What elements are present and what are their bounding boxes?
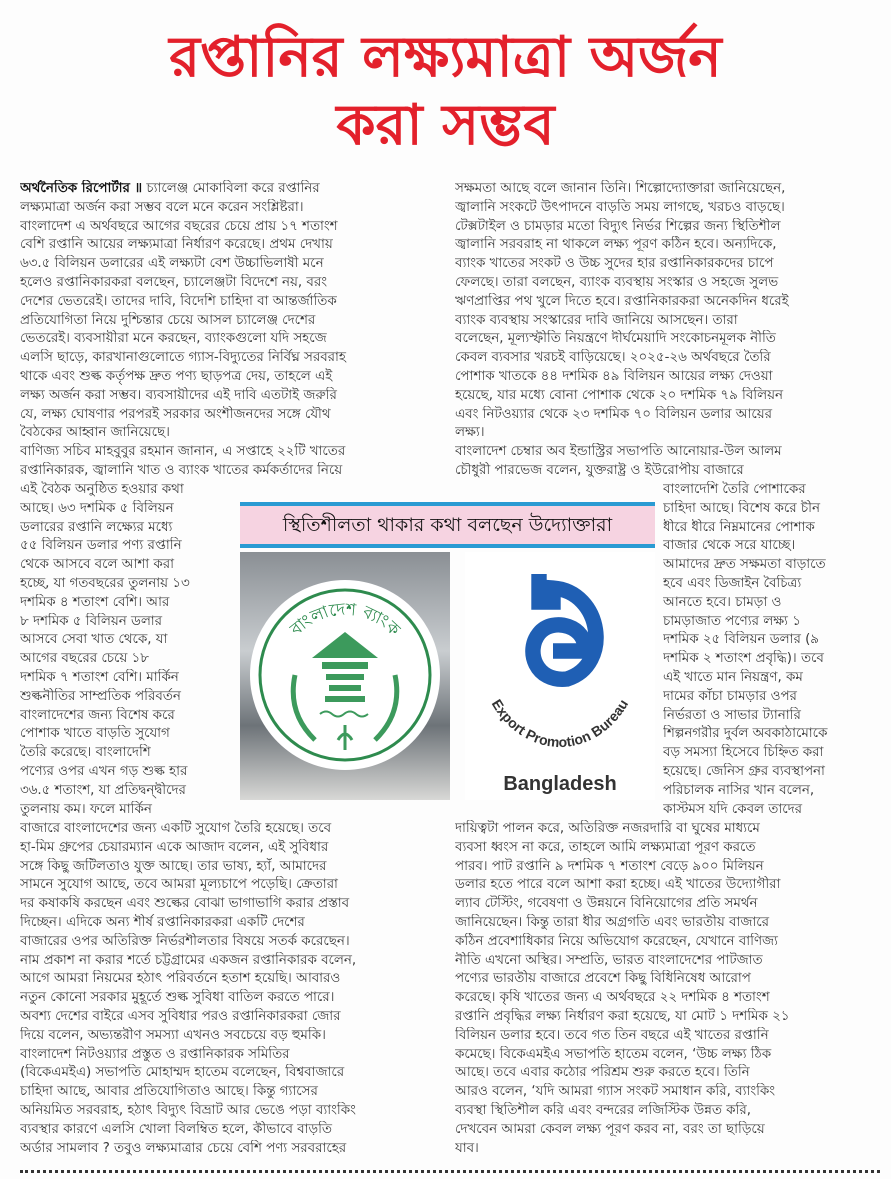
article-line: জ্বালানি সরবরাহ না থাকলে লক্ষ্য পূরণ কঠিন হবে। অন্যদিকে,	[455, 237, 777, 253]
article-line: আছে। তবে এবার কঠোর পরিশ্রম শুরু করতে হবে। তিনি	[455, 1065, 750, 1081]
article-line: দামের কাঁচা চামড়ার ওপর	[663, 688, 797, 704]
article-line: আগের বছরের চেয়ে ১৮	[20, 651, 149, 667]
epb-logo-text	[489, 696, 632, 750]
article-line: থেকে আসবে বলে আশা করা	[20, 557, 175, 573]
epb-logo-subtext: Bangladesh	[503, 773, 617, 795]
article-column-right-bottom	[455, 820, 880, 1158]
article-line: ধীরে ধীরে নিম্নমানের পোশাক	[663, 519, 815, 535]
epb-logo-text-path: Export Promotion Bureau	[488, 696, 632, 751]
article-line: জানিয়েছেন। কিন্তু তারা ধীর অগ্রগতি এবং ভারতীয় বাজারে	[455, 914, 769, 930]
article-line: ফেলছে। তারা বলছেন, ব্যাংক ব্যবস্থায় সংস্কার ও সহজে সুলভ	[455, 274, 779, 290]
article-line: যে, লক্ষ্য ঘোষণার পরপরই সরকার অংশীজনদের সঙ্গে যৌথ	[20, 406, 331, 422]
dotted-divider	[20, 1170, 880, 1173]
article-line: প্রতিযোগিতা নিয়ে দুশ্চিন্তার চেয়ে আসল চ্যালেঞ্জ দেশের	[20, 312, 316, 328]
article-column-left-narrow	[20, 481, 238, 819]
article-line: আগে আমরা নিয়মের হঠাৎ পরিবর্তনে হতাশ হয়েছি। আবারও	[20, 971, 341, 987]
article-line: এই বৈঠক অনুষ্ঠিত হওয়ার কথা	[20, 482, 184, 497]
article-line: রপ্তানি প্রবৃদ্ধির লক্ষ্য নির্ধারণ করা হয়েছে, যা মোট ১ দশমিক ২১	[455, 1008, 790, 1024]
article-line: নির্ভরতা ও সাভার ট্যানারি	[663, 707, 801, 723]
headline-line-2: করা সম্ভব	[336, 93, 555, 158]
article-line: ৮ দশমিক ৫ বিলিয়ন ডলার	[20, 613, 163, 629]
article-line: বাজারের ওপর অতিরিক্ত নির্ভরশীলতার বিষয়ে সতর্ক করেছেন।	[20, 933, 350, 949]
article-line: বাণিজ্য সচিব মাহবুবুর রহমান জানান, এ সপ্তাহে ২২টি খাতের	[20, 444, 346, 460]
article-line: করেছে। কৃষি খাতের জন্য এ অর্থবছরে ২২ দশমিক ৪ শতাংশ	[455, 990, 770, 1006]
article-line: পোশাক খাতে বাড়তি সুযোগ	[20, 726, 170, 742]
article-line: দিচ্ছেন। এদিকে অন্য শীর্ষ রপ্তানিকারকরা একটি দেশের	[20, 914, 305, 930]
article-line: পণ্যের ওপর এখন গড় শুল্ক হার	[20, 763, 188, 779]
article-line: শুল্কনীতির সাম্প্রতিক পরিবর্তন	[20, 688, 181, 704]
article-line: লক্ষ্য অর্জন করা সম্ভব। ব্যবসায়ীদের এই দাবি এতটাই জরুরি	[20, 387, 337, 403]
epb-logo-icon	[465, 552, 655, 800]
article-line: লক্ষ্যমাত্রা অর্জন করা সম্ভব বলে মনে করেন সংশ্লিষ্টরা।	[20, 199, 304, 215]
article-line	[20, 180, 445, 199]
article-line: কঠিন প্রবেশাধিকার নিয়ে অভিযোগ করেছেন, যেখানে বাণিজ্য	[455, 933, 778, 949]
article-line: কেবল ব্যবসার খরচই বাড়িয়েছে। ২০২৫-২৬ অর্থবছরে তৈরি	[455, 350, 771, 366]
article-line: তুলনায় কম। ফলে মার্কিন	[20, 801, 152, 817]
bangladesh-bank-seal-icon	[250, 580, 440, 770]
article-line: পোশাক খাতকে ৪৪ দশমিক ৪৯ বিলিয়ন আয়ের লক্ষ্য দেওয়া	[455, 368, 773, 384]
article-line: লক্ষ্য।	[455, 425, 485, 441]
article-line: দেখবেন আমরা কেবল লক্ষ্য পূরণ করব না, বরং তা ছাড়িয়ে	[455, 1121, 765, 1137]
article-line-text: চ্যালেঞ্জ মোকাবিলা করে রপ্তানির	[142, 181, 320, 196]
article-line: নাম প্রকাশ না করার শর্তে চট্টগ্রামের একজন রপ্তানিকারক বলেন,	[20, 952, 357, 968]
article-line: দশমিক ৭ শতাংশ বেশি। মার্কিন	[20, 669, 179, 685]
article-line: হয়েছে। জেনিস গ্রুর ব্যবস্থাপনা	[663, 763, 825, 779]
article-line: দিয়ে বলেন, অভ্যন্তরীণ সমস্যা এখনও সবচেয়ে বড় হুমকি।	[20, 1027, 326, 1043]
article-line: (বিকেএমইএ) সভাপতি মোহাম্মদ হাতেম বলেছেন, বিশ্ববাজারে	[20, 1065, 345, 1081]
article-line: বাংলাদেশ নিটওয়্যার প্রস্তুত ও রপ্তানিকারক সমিতির	[20, 1046, 290, 1062]
article-line: বাংলাদেশের জন্য বিশেষ করে	[20, 707, 175, 723]
article-line: হচ্ছে, যা গতবছরের তুলনায় ১৩	[20, 575, 190, 591]
article-line: আরও বলেন, ‘যদি আমরা গ্যাস সংকট সমাধান করি, ব্যাংকিং	[455, 1084, 776, 1100]
article-line: ঋণপ্রাপ্তির পথ খুলে দিতে হবে। রপ্তানিকারকরা অনেকদিন ধরেই	[455, 293, 789, 309]
article-line: দর কষাকষি করছেন এবং শুল্কের বোঝা ভাগাভাগি করার প্রস্তাব	[20, 896, 350, 912]
article-line: ৩৬.৫ শতাংশ, যা প্রতিদ্বন্দ্বীদের	[20, 782, 186, 798]
article-line: ব্যাংক খাতের সংকট ও উচ্চ সুদের হার রপ্তানিকারকদের চাপে	[455, 256, 774, 272]
article-line: বাংলাদেশ চেম্বার অব ইন্ডাস্ট্রির সভাপতি আনোয়ার-উল আলম	[455, 444, 782, 460]
article-column-right-top	[455, 180, 880, 481]
article-line: চামড়াজাত পণ্যের লক্ষ্য ১	[663, 613, 801, 629]
article-line: ৫৫ বিলিয়ন ডলার পণ্য রপ্তানি	[20, 538, 182, 554]
article-line: বড় সমস্যা হিসেবে চিহ্নিত করা	[663, 745, 824, 761]
article-line: পরিচালক নাসির খান বলেন,	[663, 782, 815, 798]
article-line: বাংলাদেশ এ অর্থবছরে আগের বছরের চেয়ে প্রায় ১৭ শতাংশ	[20, 218, 338, 234]
byline: অর্থনৈতিক রিপোর্টার ॥	[20, 181, 143, 196]
article-line: নতুন কোনো সরকার মুহূর্তে শুল্ক সুবিধা বাতিল করতে পারে।	[20, 990, 335, 1006]
article-line: জ্বালানি সংকটে উৎপাদনে বাড়তি সময় লাগছে, খরচও বাড়ছে।	[455, 199, 785, 215]
export-promotion-bureau-logo	[465, 552, 655, 800]
article-line: বাংলাদেশি তৈরি পোশাকের	[663, 482, 806, 497]
article-line: হলেও রপ্তানিকারকরা বলছেন, চ্যালেঞ্জটা বিদেশে নয়, বরং	[20, 274, 327, 290]
article-line: হা-মিম গ্রুপের চেয়ারম্যান একে আজাদ বলেন, এই সুবিধার	[20, 839, 329, 855]
article-line: অবশ্য দেশের বাইরে এসব সুবিধার পরও রপ্তানিকারকরা জোর	[20, 1008, 341, 1024]
article-line: বলেছেন, মূল্যস্ফীতি নিয়ন্ত্রণে দীর্ঘমেয়াদি সংকোচনমূলক নীতি	[455, 331, 776, 347]
article-line: এই খাতে মান নিয়ন্ত্রণ, কম	[663, 669, 803, 685]
article-line: সঙ্গে কিছু জটিলতাও যুক্ত আছে। তার ভাষ্য, হ্যাঁ, আমাদের	[20, 858, 327, 874]
article-line: ব্যাংক ব্যবস্থায় সংস্কারের দাবি জানিয়ে আসছেন। তারা	[455, 312, 738, 328]
article-line: রপ্তানিকারক, জ্বালানি খাত ও ব্যাংক খাতের কর্মকর্তাদের নিয়ে	[20, 462, 343, 478]
article-line: অর্ডার সামলাব ? তবুও লক্ষ্যমাত্রার চেয়ে বেশি পণ্য সরবরাহের	[20, 1140, 347, 1156]
bangladesh-bank-photo	[240, 552, 450, 800]
article-line: দশমিক ৪ শতাংশ বেশি। আর	[20, 594, 170, 610]
article-line: হবে এবং ডিজাইন বৈচিত্র্য	[663, 575, 802, 591]
article-line: এলসি ছাড়ে, কারখানাগুলোতে গ্যাস-বিদ্যুতের নির্বিঘ্ন সরবরাহ	[20, 350, 346, 366]
article-line: আসবে সেবা খাত থেকে, যা	[20, 632, 168, 648]
article-line: বেশি রপ্তানি আয়ের লক্ষ্যমাত্রা নির্ধারণ করেছে। প্রথম দেখায়	[20, 237, 333, 253]
article-line: চাহিদা আছে। বিশেষ করে চীন	[663, 500, 820, 516]
article-line: দশমিক ২ শতাংশ প্রবৃদ্ধি)। তবে	[663, 651, 824, 667]
article-line: কাস্টমস যদি কেবল তাদের	[663, 801, 802, 817]
article-line: এবং নিটওয়্যার থেকে ২৩ দশমিক ৭০ বিলিয়ন ডলার আয়ের	[455, 406, 773, 422]
article-line: ডলারের রপ্তানি লক্ষ্যের মধ্যে	[20, 519, 173, 535]
article-line: শিল্পনগরীর দুর্বল অবকাঠামোকে	[663, 726, 828, 742]
seal-text-path: বাংলাদেশ ব্যাংক	[286, 599, 404, 641]
article-column-left-bottom	[20, 820, 445, 1158]
article-line: দায়িত্বটা পালন করে, অতিরিক্ত নজরদারি বা ঘুষের মাধ্যমে	[455, 821, 760, 836]
article-column-right-narrow	[663, 481, 885, 819]
headline-line-1: রপ্তানির লক্ষ্যমাত্রা অর্জন	[169, 25, 722, 90]
article-line: ল্যাব টেস্টিং, গবেষণা ও উন্নয়নে বিনিয়োগের প্রতি সমর্থন	[455, 896, 758, 912]
article-line: নীতি এখনো অস্থির। সম্প্রতি, ভারত বাংলাদেশের পাটজাত	[455, 952, 763, 968]
article-line: ব্যবসা ধ্বংস না করে, তাহলে আমি লক্ষ্যমাত্রা পূরণ করতে	[455, 839, 756, 855]
article-line: বিলিয়ন ডলার হবে। তবে গত তিন বছরে এই খাতের রপ্তানি	[455, 1027, 769, 1043]
article-line: চাহিদা আছে, আবার প্রতিযোগিতাও আছে। কিন্তু গ্যাসের	[20, 1084, 318, 1100]
article-line: পারব। পাট রপ্তানি ৯ দশমিক ৭ শতাংশ বেড়ে ৯০০ মিলিয়ন	[455, 858, 764, 874]
article-line: থাকে এবং শুল্ক কর্তৃপক্ষ দ্রুত পণ্য ছাড়পত্র দেয়, তাহলে এই	[20, 368, 333, 384]
article-line: সক্ষমতা আছে বলে জানান তিনি। শিল্পোদ্যোক্তারা জানিয়েছেন,	[455, 181, 786, 196]
article-line: কমেছে। বিকেএমইএ সভাপতি হাতেম বলেন, ‘উচ্চ লক্ষ্য ঠিক	[455, 1046, 772, 1062]
subheadline-banner: স্থিতিশীলতা থাকার কথা বলছেন উদ্যোক্তারা	[240, 502, 655, 548]
article-line: ডলার হতে পারে বলে আশা করা হচ্ছে। এই খাতের উদ্যোগীরা	[455, 877, 781, 893]
article-line: বাজার থেকে সরে যাচ্ছে।	[663, 538, 796, 554]
article-line: অনিয়মিত সরবরাহ, হঠাৎ বিদ্যুৎ বিভ্রাট আর ভেঙে পড়া ব্যাংকিং	[20, 1102, 356, 1118]
article-line: দেশের ভেতরেই। তাদের দাবি, বিদেশি চাহিদা বা আন্তর্জাতিক	[20, 293, 337, 309]
article-line: আছে। ৬৩ দশমিক ৫ বিলিয়ন	[20, 500, 174, 516]
article-line: বাজারে বাংলাদেশের জন্য একটি সুযোগ তৈরি হয়েছে। তবে	[20, 821, 332, 836]
article-line: চৌধুরী পারভেজ বলেন, যুক্তরাষ্ট্র ও ইউরোপীয় বাজারে	[455, 462, 744, 478]
article-column-left-top	[20, 180, 445, 481]
article-line: যাব।	[455, 1140, 479, 1156]
article-line: সামনে সুযোগ আছে, তবে আমরা মূল্যচাপে পড়েছি। ক্রেতারা	[20, 877, 338, 893]
article-line: তৈরি করেছে। বাংলাদেশি	[20, 745, 151, 761]
article-line: ভেতরেই। ব্যবসায়ীরা মনে করছেন, ব্যাংকগুলো যদি সহজে	[20, 331, 327, 347]
article-line: আমাদের দ্রুত সক্ষমতা বাড়াতে	[663, 557, 826, 573]
article-line: বৈঠকের আহ্বান জানিয়েছে।	[20, 425, 170, 441]
article-line: ব্যবস্থার কারণে এলসি খোলা বিলম্বিত হলে, কীভাবে বাড়তি	[20, 1121, 332, 1137]
article-line: দশমিক ২৫ বিলিয়ন ডলার (৯	[663, 632, 819, 648]
article-line: ব্যবস্থা স্থিতিশীল করি এবং বন্দরের লজিস্টিক উন্নত করি,	[455, 1102, 751, 1118]
article-line: হয়েছে, যার মধ্যে বোনা পোশাক থেকে ২০ দশমিক ৭৯ বিলিয়ন	[455, 387, 783, 403]
article-line: ৬৩.৫ বিলিয়ন ডলারের এই লক্ষ্যটা বেশ উচ্চাভিলাষী মনে	[20, 256, 324, 272]
article-line: আনতে হবে। চামড়া ও	[663, 594, 782, 610]
article-line: টেক্সটাইল ও চামড়ার মতো বিদ্যুৎ নির্ভর শিল্পের জন্য স্থিতিশীল	[455, 218, 781, 234]
article-line: পণ্যের ভারতীয় বাজারে প্রবেশে কিছু বিধিনিষেধ আরোপ	[455, 971, 751, 987]
